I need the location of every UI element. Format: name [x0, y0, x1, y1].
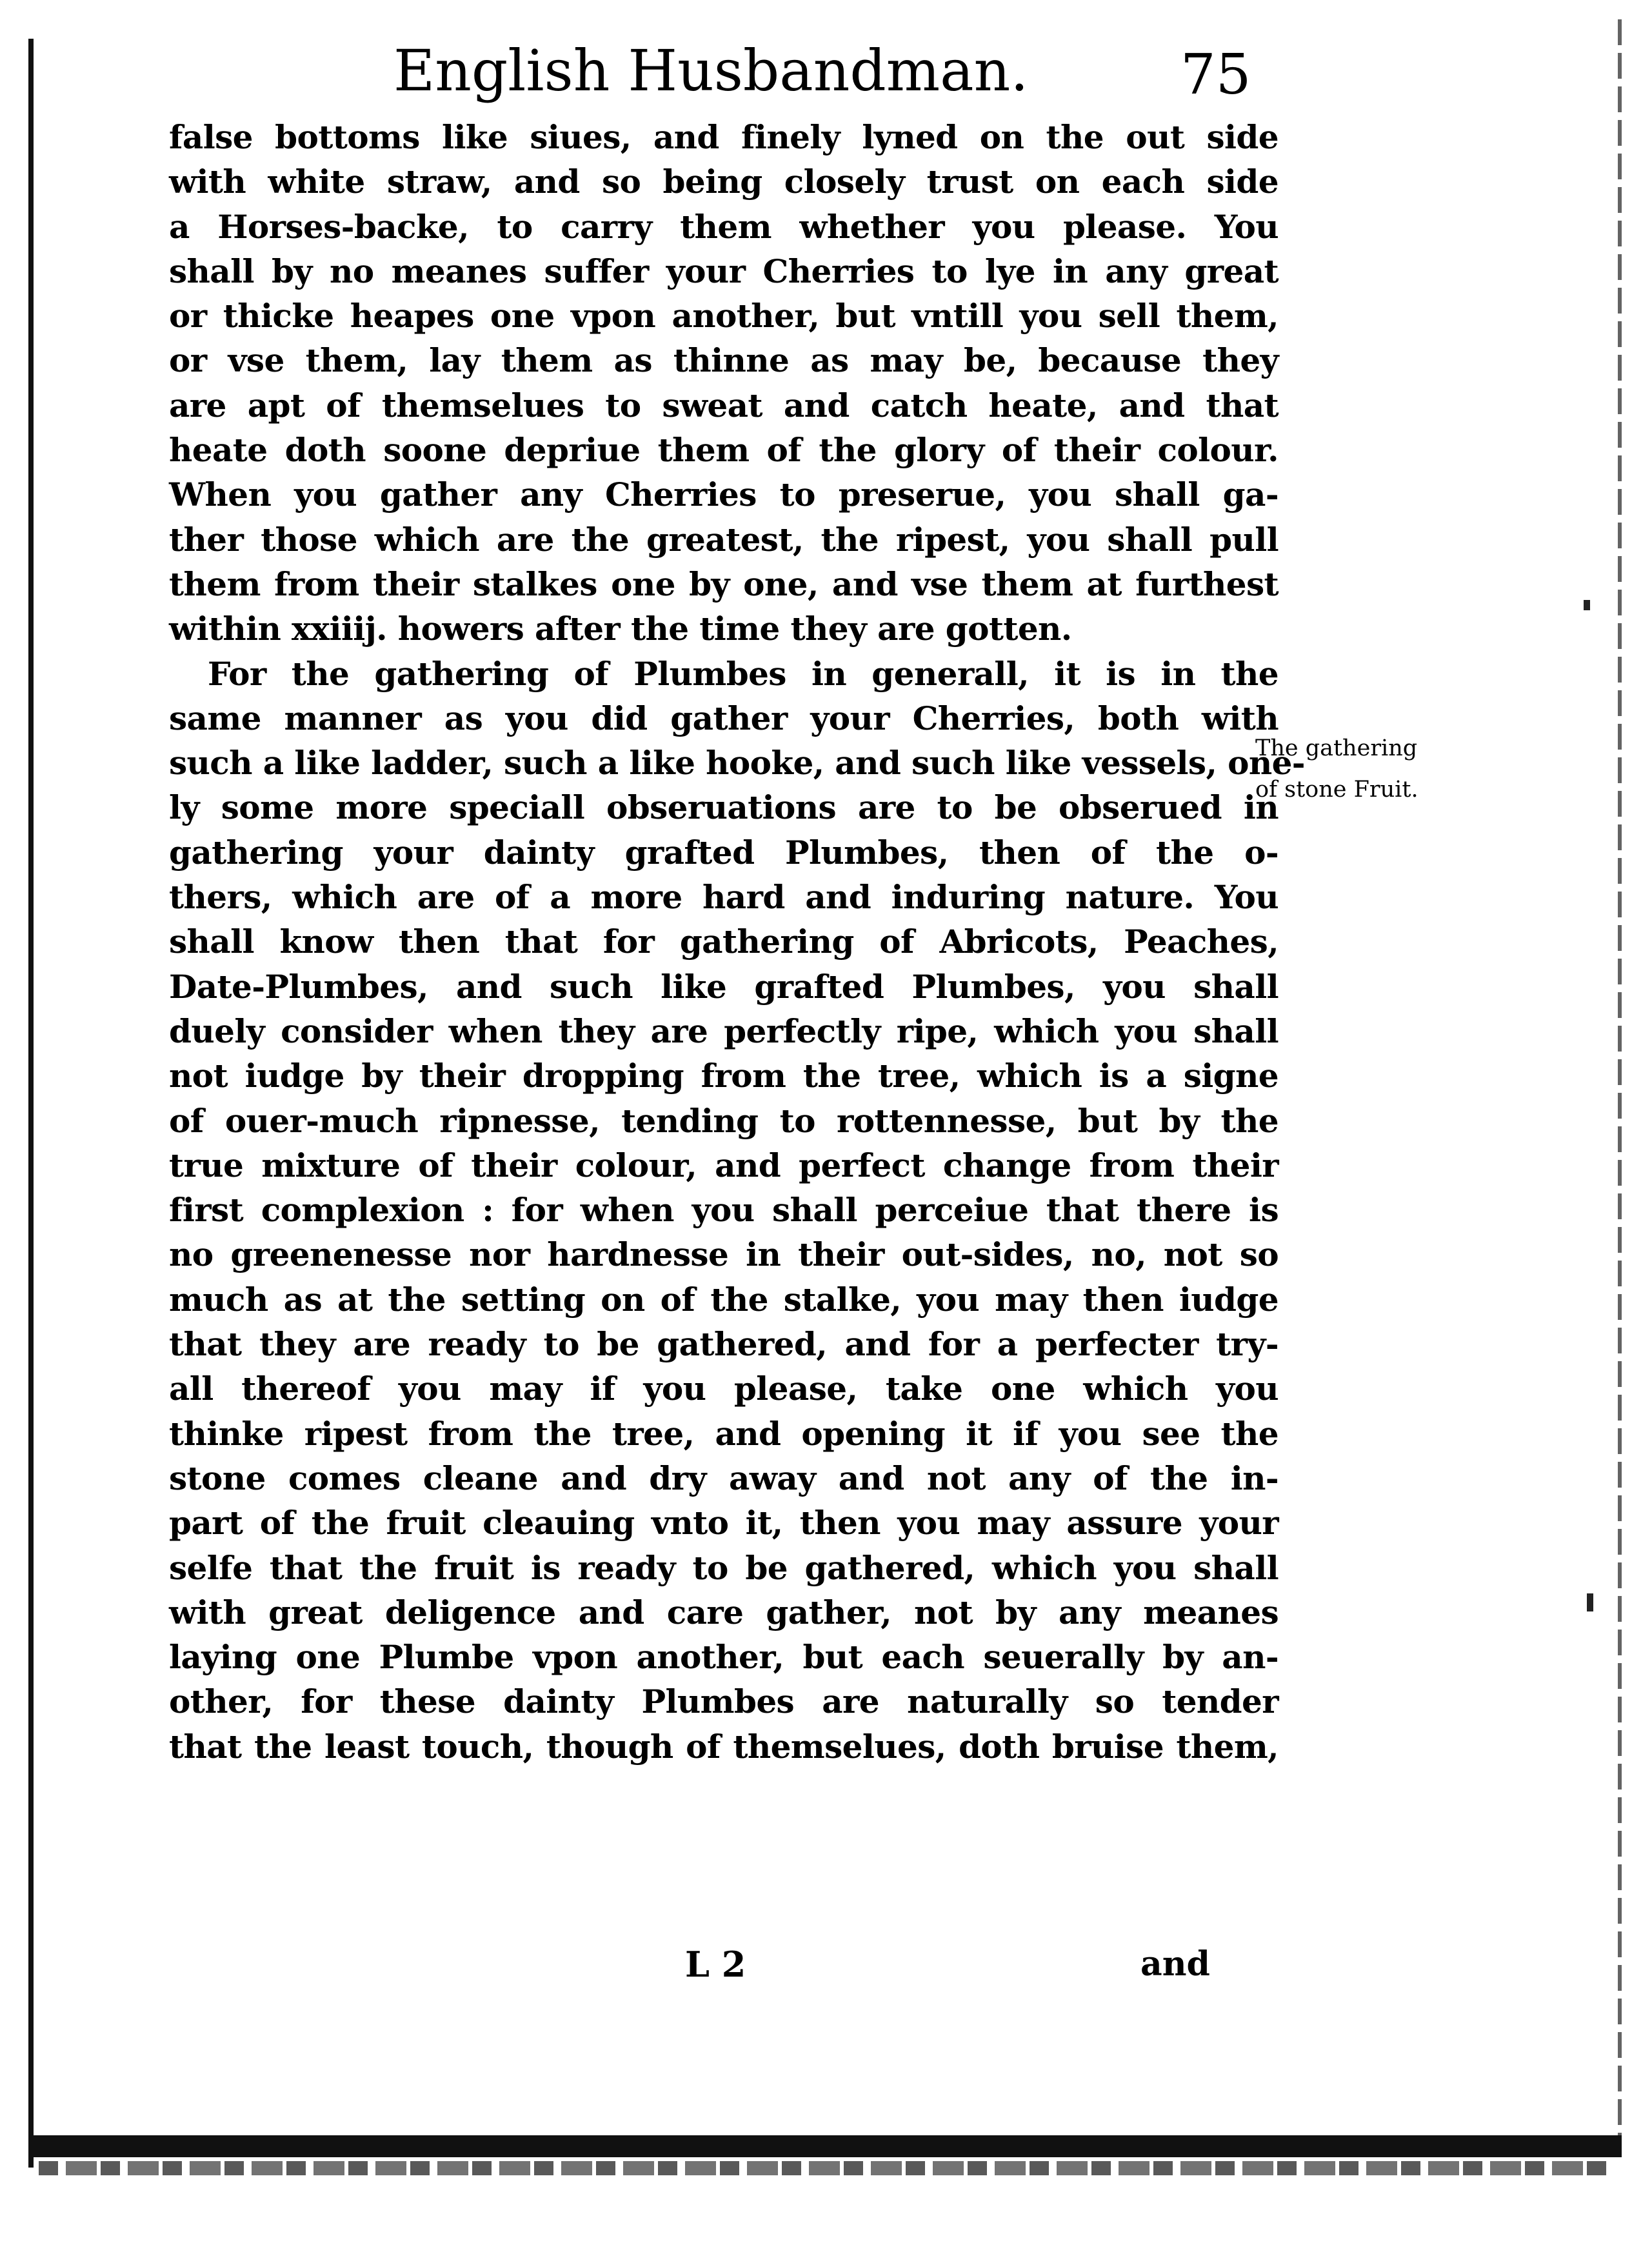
text-line: that they are ready to be gathered, and for a perfecter try- [169, 1325, 1279, 1364]
text-line: them from their stalkes one by one, and vse them at furthest [169, 564, 1279, 603]
page-left-edge [28, 39, 34, 2168]
text-line: stone comes cleane and dry away and not any of the in- [169, 1459, 1279, 1497]
text-line: or vse them, lay them as thinne as may be, because they [169, 341, 1279, 380]
page-bottom-edge [28, 2135, 1622, 2157]
text-line: not iudge by their dropping from the tree, which is a signe [169, 1057, 1279, 1095]
scan-speck [1587, 1593, 1593, 1611]
body-text [169, 115, 1305, 1769]
text-line: are apt of themselues to sweat and catch heate, and that [169, 386, 1279, 424]
text-line: thinke ripest from the tree, and opening it if you see the [169, 1414, 1279, 1453]
text-line: of ouer-much ripnesse, tending to rottennesse, but by the [169, 1101, 1279, 1140]
text-line: false bottoms like siues, and finely lyned on the out side [169, 118, 1279, 156]
text-line: first complexion : for when you shall perceiue that there is [169, 1191, 1279, 1230]
text-line: shall know then that for gathering of Abricots, Peaches, [169, 923, 1279, 961]
text-line: laying one Plumbe vpon another, but each seuerally by an- [169, 1638, 1279, 1677]
text-line: with white straw, and so being closely trust on each side [169, 163, 1279, 201]
page-bottom-edge-shadow [39, 2161, 1613, 2175]
text-line: duely consider when they are perfectly ripe, which you shall [169, 1012, 1279, 1050]
text-line: within xxiiij. howers after the time they are gotten. [169, 610, 1072, 648]
catchword: and [1140, 1944, 1210, 1984]
marginal-note-line: The gathering [1255, 735, 1418, 761]
signature-mark: L 2 [685, 1944, 746, 1985]
marginal-note [1255, 728, 1488, 810]
marginal-note-line: of stone Fruit. [1255, 777, 1418, 803]
page-footer [169, 1942, 1227, 1987]
text-line: ly some more speciall obseruations are to be obserued in [169, 788, 1279, 827]
text-line: all thereof you may if you please, take one which you [169, 1370, 1279, 1408]
paragraph-start-line: For the gathering of Plumbes in generall, it is in the [208, 654, 1279, 693]
text-line: other, for these dainty Plumbes are naturally so tender [169, 1682, 1279, 1721]
text-line: with great deligence and care gather, not by any meanes [169, 1593, 1279, 1631]
text-line: much as at the setting on of the stalke, you may then iudge [169, 1280, 1279, 1319]
text-line: gathering your dainty grafted Plumbes, then of the o- [169, 833, 1279, 872]
text-line: selfe that the fruit is ready to be gathered, which you shall [169, 1548, 1279, 1587]
running-title: English Husbandman. [393, 37, 1029, 104]
page-right-edge [1618, 19, 1622, 2155]
text-line: a Horses-backe, to carry them whether you please. You [169, 207, 1279, 246]
text-line: part of the fruit cleauing vnto it, then you may assure your [169, 1504, 1279, 1542]
text-line: thers, which are of a more hard and induring nature. You [169, 878, 1279, 917]
text-line: When you gather any Cherries to preserue, you shall ga- [169, 475, 1279, 514]
scan-speck [1584, 600, 1590, 610]
text-line: heate doth soone depriue them of the glory of their colour. [169, 431, 1279, 470]
text-line: no greenenesse nor hardnesse in their out-sides, no, not so [169, 1235, 1279, 1274]
text-line: ther those which are the greatest, the ripest, you shall pull [169, 520, 1279, 559]
text-line: that the least touch, though of themselues, doth bruise them, [169, 1727, 1279, 1766]
text-line: or thicke heapes one vpon another, but vntill you sell them, [169, 297, 1279, 335]
page-header [374, 32, 1277, 110]
text-line: Date-Plumbes, and such like grafted Plumbes, you shall [169, 967, 1279, 1006]
text-line: such a like ladder, such a like hooke, and such like vessels, one- [169, 744, 1305, 783]
text-line: true mixture of their colour, and perfect change from their [169, 1146, 1279, 1184]
text-line: same manner as you did gather your Cherries, both with [169, 699, 1279, 737]
page-number: 75 [1180, 43, 1251, 107]
text-line: shall by no meanes suffer your Cherries to lye in any great [169, 252, 1279, 290]
